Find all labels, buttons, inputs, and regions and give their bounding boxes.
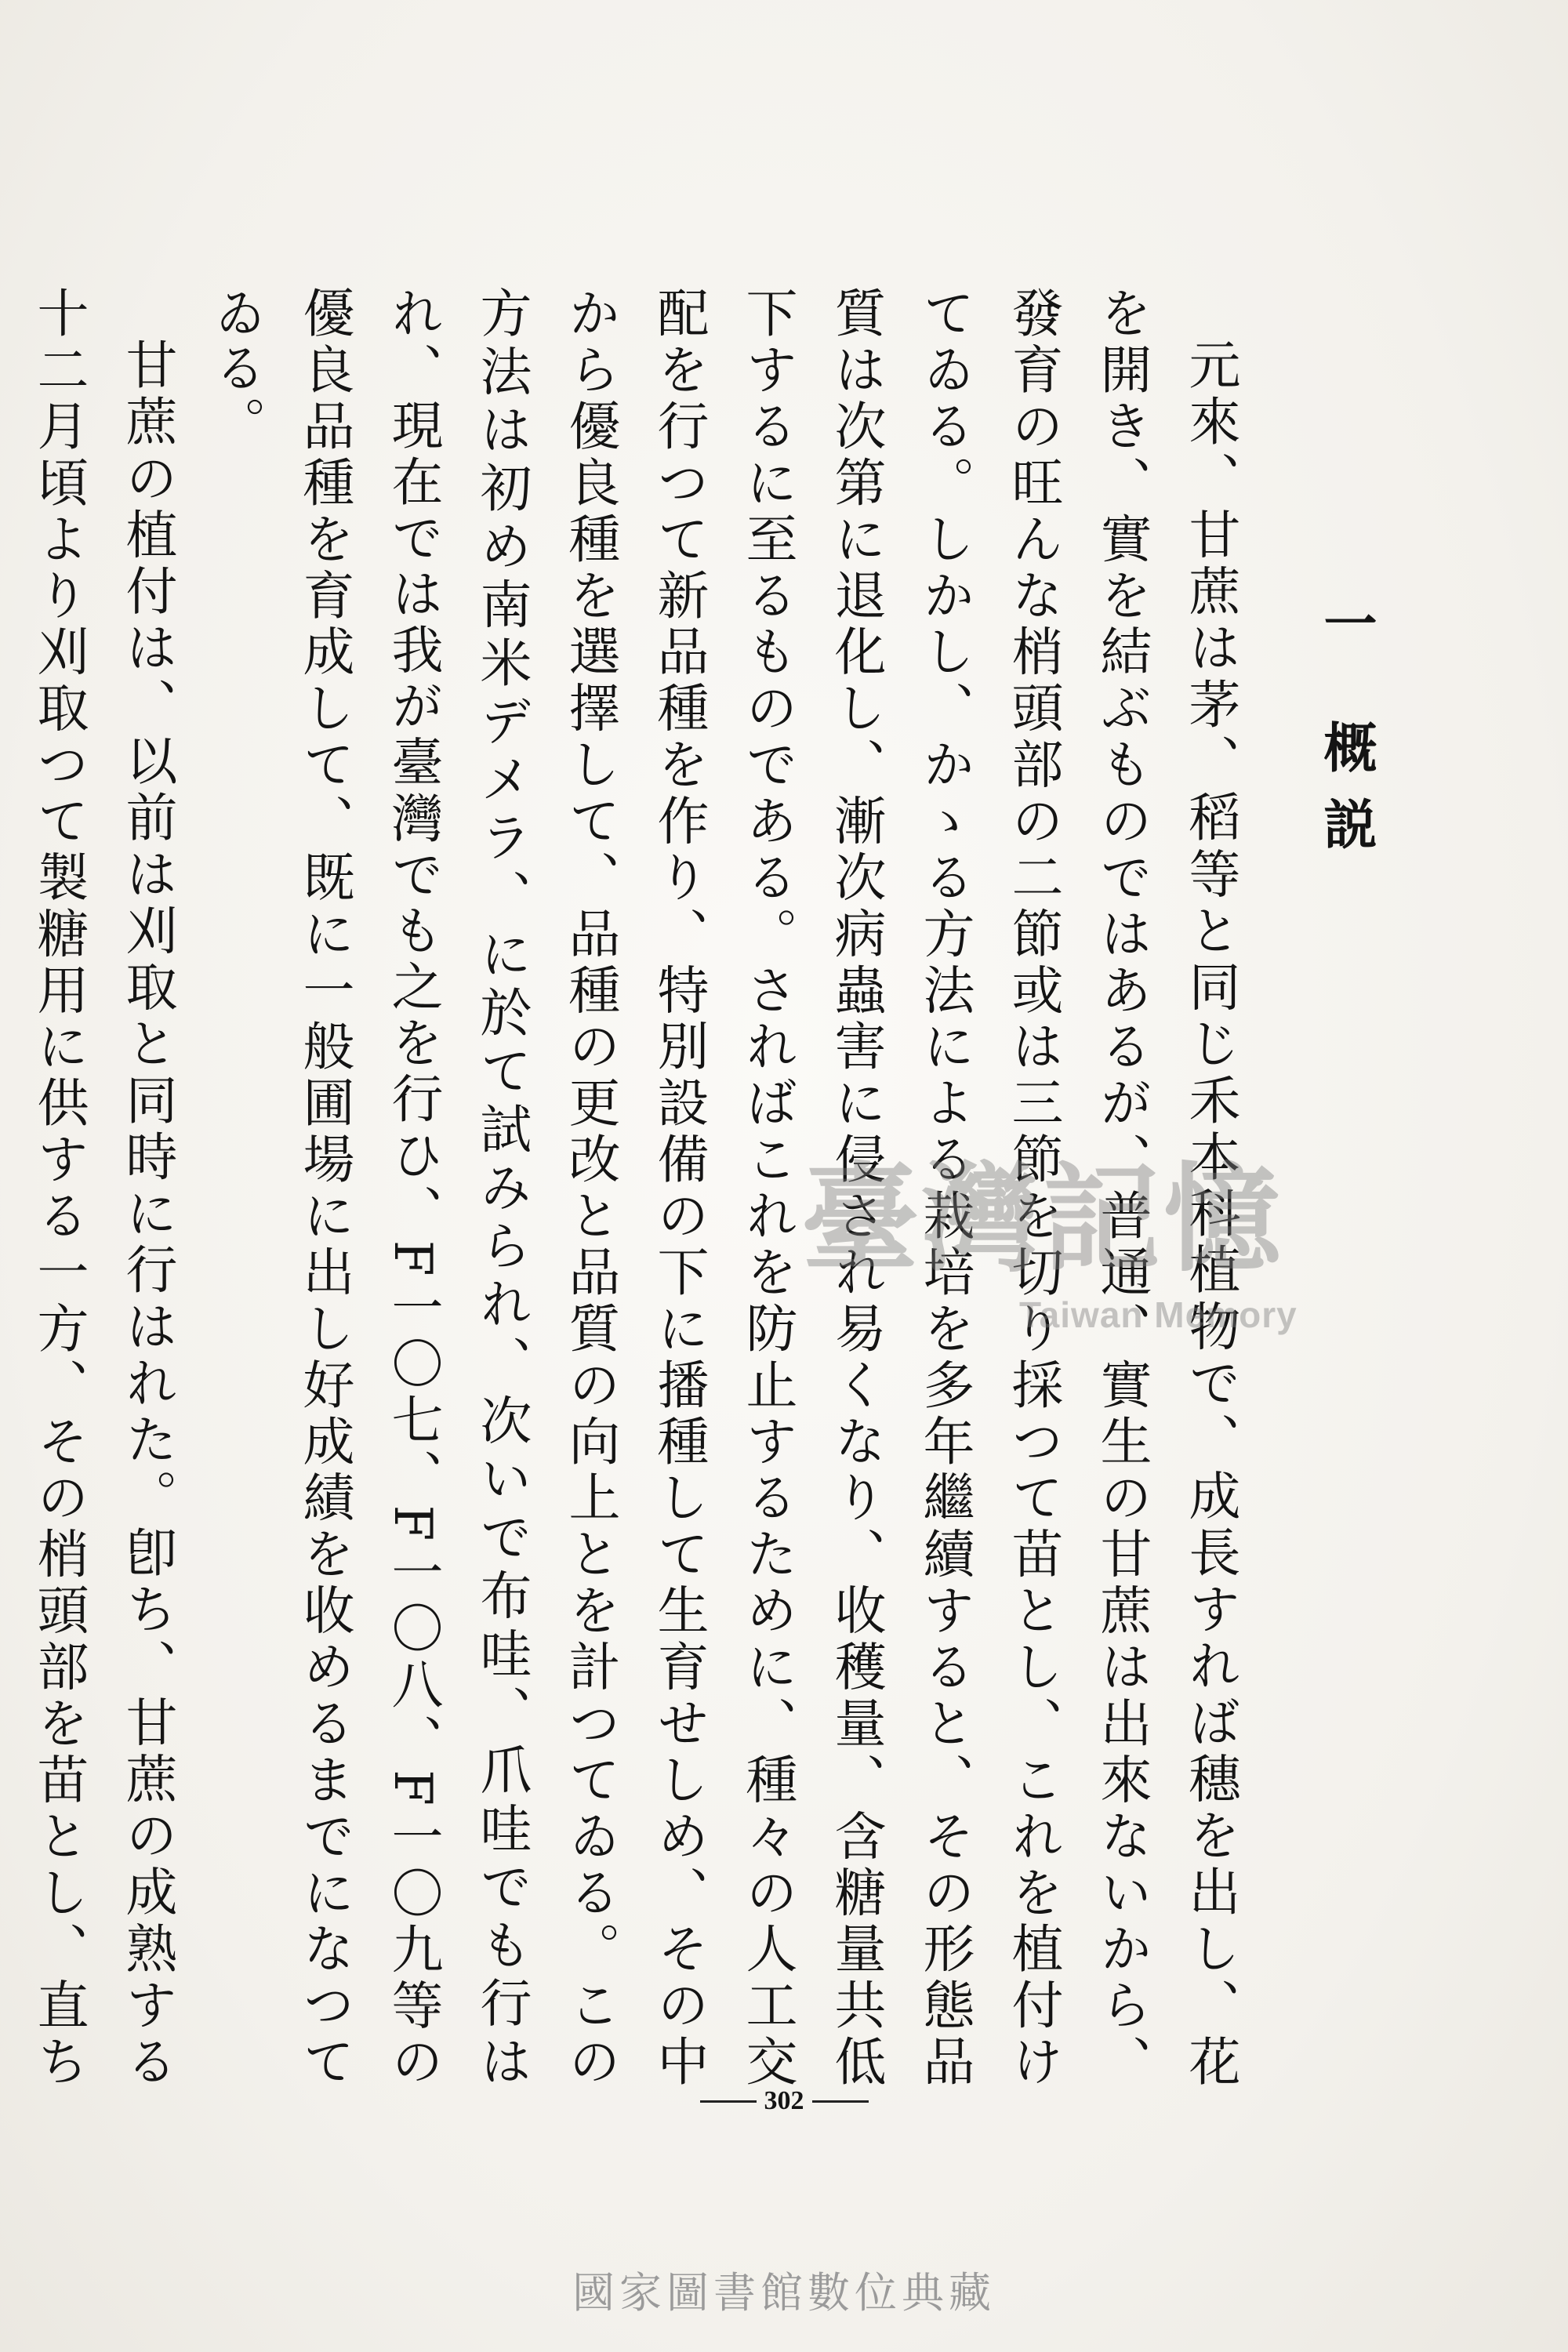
watermark-cjk-text: 臺灣記憶 xyxy=(800,1150,1284,1288)
page-number-dash-right xyxy=(812,2100,869,2103)
library-footer: 國家圖書館數位典藏 xyxy=(572,2268,996,2318)
paragraph-1: 元來、甘蔗は茅、稻等と同じ禾本科植物で、成長すれば穗を出し、花を開き、實を結ぶものではあるが、普通、實生の甘蔗は出來ないから、發育の旺んな梢頭部の二節或は三節を切り採つて苗とし、これを植付けてゐる。しかし、かゝる方法による栽培を多年繼續すると、その形態品質は次第に退化し、漸次病蟲害に侵され易くなり、收穫量、含糖量共低下するに至るものである。さればこれを防止するために、種々の人工交配を行つて新品種を作り、特別設備の下に播種して生育せしめ、その中から優良種を選擇して、品種の更改と品質の向上とを計つてゐる。この方法は初め南米デメラ、に於て試みられ、次いで布哇、爪哇でも行はれ、現在では我が臺灣でも之を行ひ、F一〇七、F一〇八、F一〇九等の優良品種を育成して、既に一般圃場に出し好成績を收めるまでになつてゐる。 xyxy=(205,286,1240,2089)
page-number-row xyxy=(0,2082,1568,2121)
watermark-en-text: Taiwan Memory xyxy=(1019,1294,1298,1335)
section-heading xyxy=(1311,596,1381,956)
page-number: 302 xyxy=(764,2086,804,2115)
section-title: 概説 xyxy=(1315,720,1377,873)
body-text xyxy=(28,286,1254,2089)
paragraph-2: 甘蔗の植付は、以前は刈取と同時に行はれた。卽ち、甘蔗の成熟する十二月頃より刈取つて製糖用に供する一方、その梢頭部を苗とし、直ち xyxy=(28,286,177,2089)
page-number-dash-left xyxy=(700,2100,757,2103)
section-number: 一 xyxy=(1315,596,1377,649)
